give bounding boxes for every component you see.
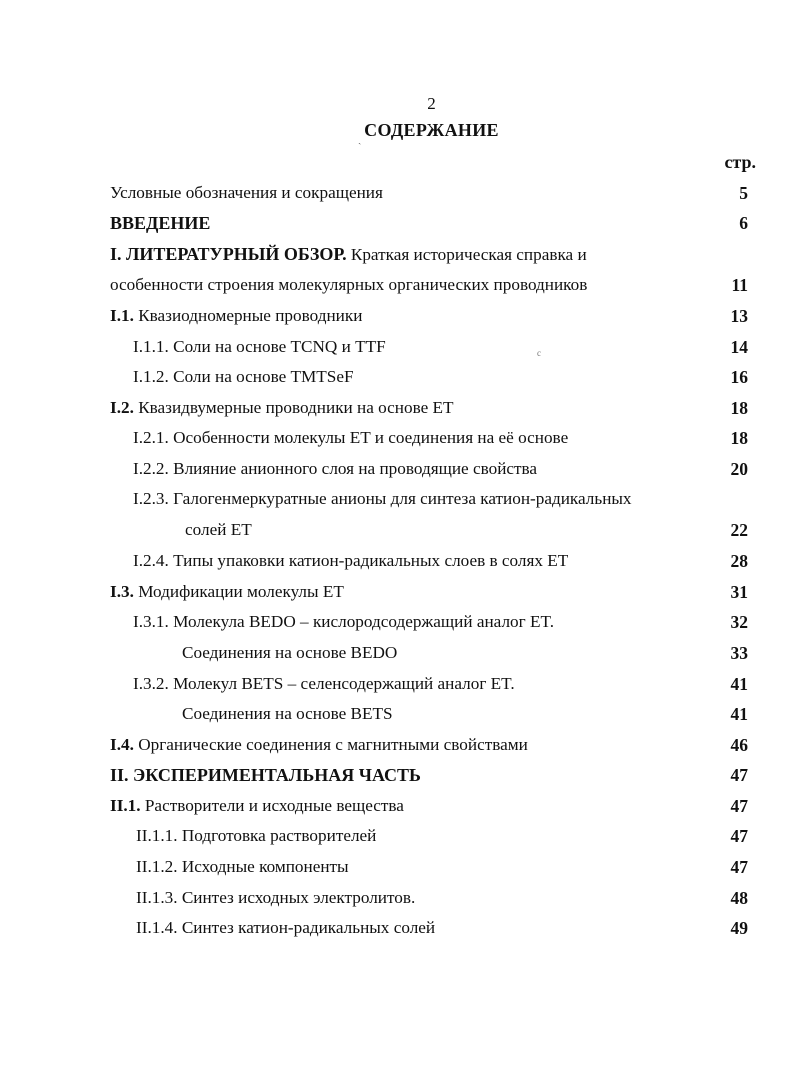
toc-entry-page: 47 [730,796,748,816]
toc-row [0,489,793,519]
toc-entry-text: I.1. Квазиодномерные проводники [110,306,363,325]
toc-entry-text: Соединения на основе BEDO [182,643,398,662]
toc-entry-page: 11 [731,275,748,295]
toc-entry-page: 20 [730,459,748,479]
toc-entry-page: 6 [739,213,748,233]
toc-entry-page: 49 [730,918,748,938]
toc-entry-page: 16 [730,367,748,387]
page-column-label: стр. [724,152,756,172]
toc-entry-text: II.1.3. Синтез исходных электролитов. [136,888,416,907]
toc-entry-page: 18 [730,428,748,448]
page-number: 2 [427,94,436,113]
toc-row [0,612,793,642]
toc-entry-text: I.3. Модификации молекулы ET [110,582,344,601]
toc-entry-page: 48 [730,888,748,908]
toc-row [0,704,793,734]
toc-entry-page: 31 [730,582,748,602]
toc-row [0,459,793,489]
toc-entry-text: I.3.2. Молекул BETS – селенсодержащий аналог ET. [133,674,515,693]
scan-mark: ˏ [358,134,362,145]
toc-entry-text: солей ET [185,520,252,539]
toc-row [0,398,793,428]
toc-row [0,520,793,550]
toc-row [0,643,793,673]
toc-entry-page: 28 [730,551,748,571]
toc-entry-text: ВВЕДЕНИЕ [110,213,211,233]
toc-entry-page: 32 [730,612,748,632]
toc-entry-text: I.3.1. Молекула BEDO – кислородсодержащий аналог ET. [133,612,554,631]
toc-entry-text: II.1.2. Исходные компоненты [136,857,349,876]
toc-entry-page: 46 [730,735,748,755]
toc-entry-text: I.1.1. Соли на основе TCNQ и TTF [133,337,386,356]
toc-row [0,765,793,795]
toc-entry-page: 41 [730,674,748,694]
toc-row [0,826,793,856]
toc-row [0,735,793,765]
toc-entry-text: I.1.2. Соли на основе TMTSeF [133,367,354,386]
toc-entry-text: I. ЛИТЕРАТУРНЫЙ ОБЗОР. Краткая историческая справка и [110,244,587,264]
toc-row [0,796,793,826]
toc-row [0,857,793,887]
toc-entry-text: I.2.3. Галогенмеркуратные анионы для синтеза катион-радикальных [133,489,632,508]
toc-entry-text: II.1.1. Подготовка растворителей [136,826,377,845]
scan-speck: c [537,348,541,358]
toc-entry-page: 47 [730,765,748,785]
toc-entry-text: особенности строения молекулярных органических проводников [110,275,588,294]
toc-row [0,551,793,581]
toc-row [0,244,793,274]
toc-row [0,213,793,243]
toc-entry-text: Соединения на основе BETS [182,704,393,723]
toc-row [0,918,793,948]
toc-entry-page: 5 [739,183,748,203]
toc-entry-page: 33 [730,643,748,663]
toc-entry-text: I.2. Квазидвумерные проводники на основе ET [110,398,454,417]
toc-entry-page: 14 [730,337,748,357]
toc-row [0,275,793,305]
toc-entry-text: I.4. Органические соединения с магнитными свойствами [110,735,528,754]
toc-row [0,183,793,213]
toc-row [0,674,793,704]
toc-row [0,888,793,918]
toc-entry-page: 41 [730,704,748,724]
toc-entry-page: 47 [730,857,748,877]
toc-entry-page: 18 [730,398,748,418]
toc-entry-text: I.2.2. Влияние анионного слоя на проводящие свойства [133,459,538,478]
toc-entry-page: 22 [730,520,748,540]
toc-entry-text: II.1.4. Синтез катион-радикальных солей [136,918,436,937]
toc-entry-page: 13 [730,306,748,326]
toc-row [0,337,793,367]
page-title: СОДЕРЖАНИЕ [364,120,499,140]
toc-entry-text: Условные обозначения и сокращения [110,183,383,202]
toc-row [0,367,793,397]
toc-entry-page: 47 [730,826,748,846]
toc-row [0,428,793,458]
toc-row [0,582,793,612]
toc-entry-text: II. ЭКСПЕРИМЕНТАЛЬНАЯ ЧАСТЬ [110,765,421,785]
toc-entry-text: II.1. Растворители и исходные вещества [110,796,404,815]
toc-entry-text: I.2.1. Особенности молекулы ET и соединения на её основе [133,428,569,447]
toc-row [0,306,793,336]
toc-entry-text: I.2.4. Типы упаковки катион-радикальных слоев в солях ET [133,551,569,570]
